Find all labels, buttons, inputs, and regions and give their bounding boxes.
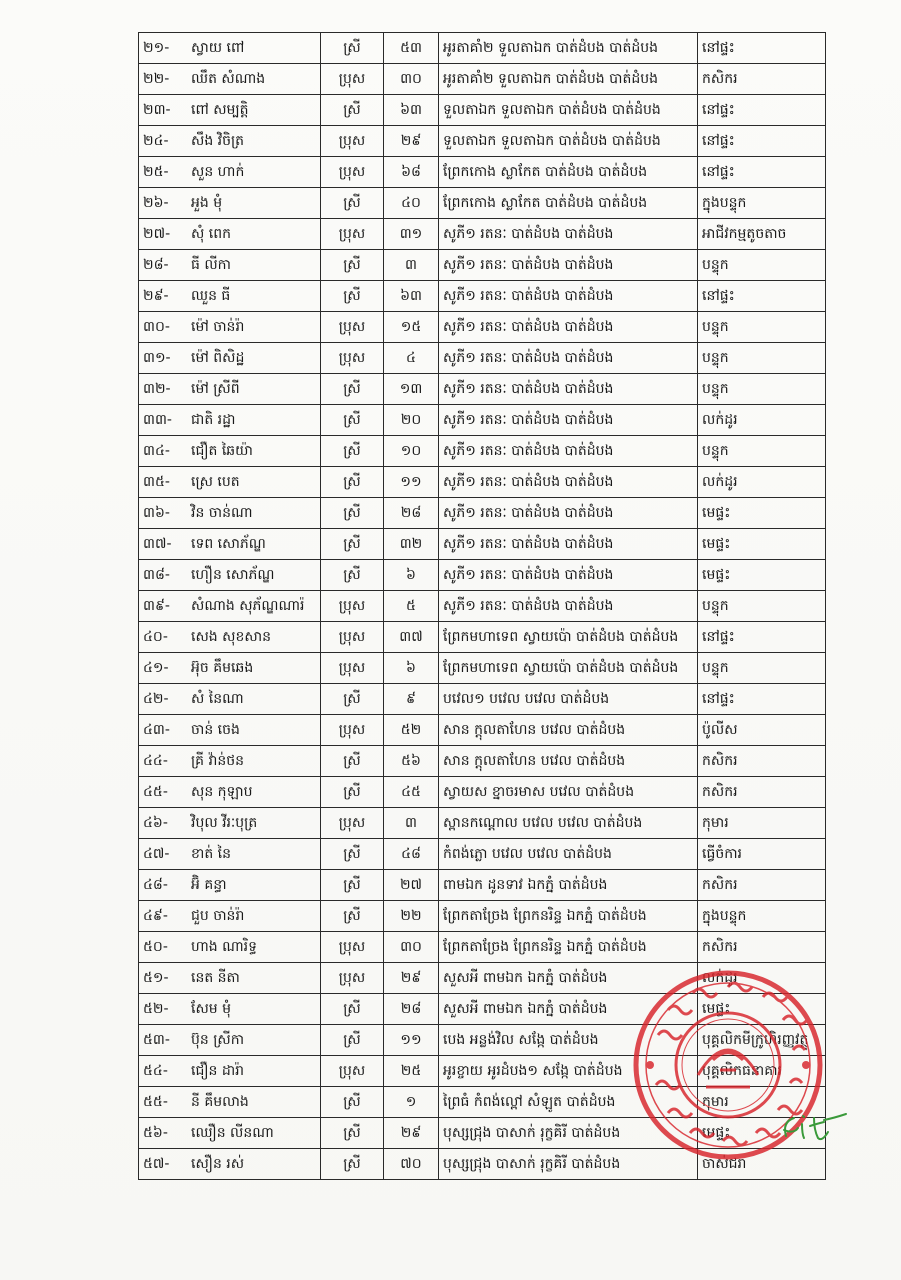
sex-cell: ស្រី xyxy=(321,901,384,932)
person-name: សេង សុខសាន xyxy=(187,622,321,653)
age-cell: ១៥ xyxy=(384,312,439,343)
occupation-cell: កុមារ xyxy=(698,808,826,839)
table-row xyxy=(139,1025,826,1056)
occupation-cell: នៅផ្ទះ xyxy=(698,33,826,64)
table-row xyxy=(139,870,826,901)
row-number: ៥០- xyxy=(139,932,188,963)
person-name: សំ នៃណា xyxy=(187,684,321,715)
person-name: ស្រេ បេត xyxy=(187,467,321,498)
row-number: ៤១- xyxy=(139,653,188,684)
age-cell: ៣ xyxy=(384,808,439,839)
address-cell: សួសអី ពាមឯក ឯកភ្នំ បាត់ដំបង xyxy=(439,994,698,1025)
row-number: ៥៥- xyxy=(139,1087,188,1118)
row-number: ៤២- xyxy=(139,684,188,715)
address-cell: កំពង់ភ្លោ បវេល បវេល បាត់ដំបង xyxy=(439,839,698,870)
age-cell: ១១ xyxy=(384,1025,439,1056)
sex-cell: ប្រុស xyxy=(321,653,384,684)
age-cell: ៥៣ xyxy=(384,33,439,64)
age-cell: ៧០ xyxy=(384,1149,439,1180)
occupation-cell: មេផ្ទះ xyxy=(698,560,826,591)
table-row xyxy=(139,1087,826,1118)
table-row xyxy=(139,932,826,963)
address-cell: បុស្សជ្រុង បាសាក់ រុក្ខគិរី បាត់ដំបង xyxy=(439,1149,698,1180)
row-number: ៥៧- xyxy=(139,1149,188,1180)
occupation-cell: កសិករ xyxy=(698,932,826,963)
age-cell: ៣២ xyxy=(384,529,439,560)
address-cell: សាន ក្ដុលតាហែន បវេល បាត់ដំបង xyxy=(439,746,698,777)
row-number: ២២- xyxy=(139,64,188,95)
occupation-cell: លក់ដូរ xyxy=(698,405,826,436)
occupation-cell: នៅផ្ទះ xyxy=(698,281,826,312)
table-row xyxy=(139,64,826,95)
person-name: ខាត់ នៃ xyxy=(187,839,321,870)
table-row xyxy=(139,839,826,870)
sex-cell: ស្រី xyxy=(321,374,384,405)
address-cell: សូភី១ រតនៈ បាត់ដំបង បាត់ដំបង xyxy=(439,405,698,436)
sex-cell: ស្រី xyxy=(321,560,384,591)
occupation-cell: បន្ទុក xyxy=(698,343,826,374)
occupation-cell: កសិករ xyxy=(698,870,826,901)
age-cell: ៣ xyxy=(384,250,439,281)
sex-cell: ស្រី xyxy=(321,1025,384,1056)
occupation-cell: មេផ្ទះ xyxy=(698,994,826,1025)
age-cell: ៥ xyxy=(384,591,439,622)
address-cell: សូភី១ រតនៈ បាត់ដំបង បាត់ដំបង xyxy=(439,436,698,467)
sex-cell: ស្រី xyxy=(321,436,384,467)
row-number: ៣៨- xyxy=(139,560,188,591)
table-row xyxy=(139,219,826,250)
occupation-cell: លក់ដូរ xyxy=(698,963,826,994)
occupation-cell: បុគ្គលិកធនាគារ xyxy=(698,1056,826,1087)
occupation-cell: ក្នុងបន្ទុក xyxy=(698,901,826,932)
sex-cell: ស្រី xyxy=(321,1118,384,1149)
person-name: ហឿន សោភ័ណ្ឌ xyxy=(187,560,321,591)
age-cell: ២៧ xyxy=(384,870,439,901)
person-name: គ្រី វ៉ាន់ថន xyxy=(187,746,321,777)
occupation-cell: កុមារ xyxy=(698,1087,826,1118)
age-cell: ១០ xyxy=(384,436,439,467)
occupation-cell: នៅផ្ទះ xyxy=(698,622,826,653)
sex-cell: ស្រី xyxy=(321,33,384,64)
sex-cell: ប្រុស xyxy=(321,1056,384,1087)
person-name: សុំ ពេក xyxy=(187,219,321,250)
sex-cell: ស្រី xyxy=(321,529,384,560)
address-cell: សូភី១ រតនៈ បាត់ដំបង បាត់ដំបង xyxy=(439,560,698,591)
occupation-cell: ក្នុងបន្ទុក xyxy=(698,188,826,219)
sex-cell: ប្រុស xyxy=(321,963,384,994)
address-cell: សូភី១ រតនៈ បាត់ដំបង បាត់ដំបង xyxy=(439,498,698,529)
table-row xyxy=(139,343,826,374)
age-cell: ៣៧ xyxy=(384,622,439,653)
table-row xyxy=(139,808,826,839)
occupation-cell: បន្ទុក xyxy=(698,653,826,684)
table-row xyxy=(139,95,826,126)
address-cell: ទួលតាឯក ទួលតាឯក បាត់ដំបង បាត់ដំបង xyxy=(439,95,698,126)
person-name: សុន កុឡាប xyxy=(187,777,321,808)
occupation-cell: នៅផ្ទះ xyxy=(698,126,826,157)
sex-cell: ស្រី xyxy=(321,1149,384,1180)
occupation-cell: នៅផ្ទះ xyxy=(698,684,826,715)
row-number: ៤៩- xyxy=(139,901,188,932)
person-name: នេត នីតា xyxy=(187,963,321,994)
age-cell: ៦៨ xyxy=(384,157,439,188)
address-cell: ព្រែកកោង ស្លាកែត បាត់ដំបង បាត់ដំបង xyxy=(439,188,698,219)
occupation-cell: មេផ្ទះ xyxy=(698,1118,826,1149)
row-number: ២៩- xyxy=(139,281,188,312)
sex-cell: ប្រុស xyxy=(321,715,384,746)
sex-cell: ប្រុស xyxy=(321,932,384,963)
occupation-cell: បន្ទុក xyxy=(698,436,826,467)
sex-cell: ស្រី xyxy=(321,777,384,808)
sex-cell: ស្រី xyxy=(321,684,384,715)
table-row xyxy=(139,250,826,281)
table-row xyxy=(139,1118,826,1149)
occupation-cell: បន្ទុក xyxy=(698,591,826,622)
table-row xyxy=(139,188,826,219)
occupation-cell: ចាស់ជរា xyxy=(698,1149,826,1180)
table-row xyxy=(139,33,826,64)
address-cell: ទួលតាឯក ទួលតាឯក បាត់ដំបង បាត់ដំបង xyxy=(439,126,698,157)
row-number: ៣៣- xyxy=(139,405,188,436)
person-name: ជួប ចាន់រ៉ា xyxy=(187,901,321,932)
age-cell: ៤០ xyxy=(384,188,439,219)
table-row xyxy=(139,591,826,622)
sex-cell: ស្រី xyxy=(321,188,384,219)
person-name: ជឿន ដារ៉ា xyxy=(187,1056,321,1087)
table-row xyxy=(139,281,826,312)
table-row xyxy=(139,994,826,1025)
occupation-cell: នៅផ្ទះ xyxy=(698,157,826,188)
table-row xyxy=(139,529,826,560)
age-cell: ២២ xyxy=(384,901,439,932)
row-number: ៣៧- xyxy=(139,529,188,560)
person-name: សួន ហាក់ xyxy=(187,157,321,188)
row-number: ២១- xyxy=(139,33,188,64)
address-cell: សូភី១ រតនៈ បាត់ដំបង បាត់ដំបង xyxy=(439,250,698,281)
records-table-body xyxy=(139,33,826,1180)
records-table xyxy=(138,32,826,1180)
sex-cell: ប្រុស xyxy=(321,126,384,157)
sex-cell: ស្រី xyxy=(321,498,384,529)
row-number: ៥៤- xyxy=(139,1056,188,1087)
sex-cell: ប្រុស xyxy=(321,312,384,343)
sex-cell: ប្រុស xyxy=(321,591,384,622)
occupation-cell: កសិករ xyxy=(698,746,826,777)
sex-cell: ស្រី xyxy=(321,281,384,312)
row-number: ៣៥- xyxy=(139,467,188,498)
sex-cell: ប្រុស xyxy=(321,157,384,188)
age-cell: ៦ xyxy=(384,560,439,591)
person-name: ពៅ សម្បត្តិ xyxy=(187,95,321,126)
address-cell: ពាមឯក ដូនទាវ ឯកភ្នំ បាត់ដំបង xyxy=(439,870,698,901)
person-name: ម៉ៅ ស្រីពី xyxy=(187,374,321,405)
table-row xyxy=(139,622,826,653)
person-name: សឹង វិចិត្រ xyxy=(187,126,321,157)
age-cell: ២៥ xyxy=(384,1056,439,1087)
age-cell: ២៩ xyxy=(384,1118,439,1149)
row-number: ២៥- xyxy=(139,157,188,188)
row-number: ៣៩- xyxy=(139,591,188,622)
row-number: ៣១- xyxy=(139,343,188,374)
row-number: ៥២- xyxy=(139,994,188,1025)
address-cell: សូភី១ រតនៈ បាត់ដំបង បាត់ដំបង xyxy=(439,312,698,343)
person-name: វិបុល វីរៈបុត្រ xyxy=(187,808,321,839)
sex-cell: ស្រី xyxy=(321,467,384,498)
table-row xyxy=(139,1056,826,1087)
age-cell: ២០ xyxy=(384,405,439,436)
age-cell: ៣១ xyxy=(384,219,439,250)
address-cell: អូរតាគាំ២ ទួលតាឯក បាត់ដំបង បាត់ដំបង xyxy=(439,64,698,95)
person-name: ធី លីកា xyxy=(187,250,321,281)
age-cell: ៤៥ xyxy=(384,777,439,808)
table-row xyxy=(139,777,826,808)
person-name: ឈឿន លីនណា xyxy=(187,1118,321,1149)
table-row xyxy=(139,1149,826,1180)
sex-cell: ស្រី xyxy=(321,1087,384,1118)
age-cell: ៣០ xyxy=(384,932,439,963)
row-number: ៣៦- xyxy=(139,498,188,529)
address-cell: សូភី១ រតនៈ បាត់ដំបង បាត់ដំបង xyxy=(439,343,698,374)
address-cell: ព្រែកតាច្រែង ព្រែកនរិន្ទ ឯកភ្នំ បាត់ដំបង xyxy=(439,932,698,963)
age-cell: ២៨ xyxy=(384,994,439,1025)
occupation-cell: មេផ្ទះ xyxy=(698,529,826,560)
row-number: ៤០- xyxy=(139,622,188,653)
person-name: សំណាង សុភ័ណ្ឌណារ៉ xyxy=(187,591,321,622)
age-cell: ៤៨ xyxy=(384,839,439,870)
occupation-cell: អាជីវកម្មតូចតាច xyxy=(698,219,826,250)
address-cell: សូភី១ រតនៈ បាត់ដំបង បាត់ដំបង xyxy=(439,219,698,250)
occupation-cell: បន្ទុក xyxy=(698,250,826,281)
row-number: ៣៤- xyxy=(139,436,188,467)
table-row xyxy=(139,963,826,994)
age-cell: ៥៦ xyxy=(384,746,439,777)
row-number: ៤៤- xyxy=(139,746,188,777)
table-row xyxy=(139,560,826,591)
row-number: ២៦- xyxy=(139,188,188,219)
sex-cell: ស្រី xyxy=(321,250,384,281)
occupation-cell: កសិករ xyxy=(698,64,826,95)
sex-cell: ប្រុស xyxy=(321,343,384,374)
address-cell: បេង អន្លង់វិល សង្កែ បាត់ដំបង xyxy=(439,1025,698,1056)
table-row xyxy=(139,312,826,343)
occupation-cell: កសិករ xyxy=(698,777,826,808)
row-number: ២៨- xyxy=(139,250,188,281)
age-cell: ៥២ xyxy=(384,715,439,746)
sex-cell: ស្រី xyxy=(321,839,384,870)
address-cell: ព្រែកកោង ស្លាកែត បាត់ដំបង បាត់ដំបង xyxy=(439,157,698,188)
occupation-cell: បុគ្គលិកមីក្រូហិរញ្ញវត្ថុ xyxy=(698,1025,826,1056)
row-number: ២៤- xyxy=(139,126,188,157)
sex-cell: ប្រុស xyxy=(321,64,384,95)
person-name: ជឿត ឆៃយ៉ា xyxy=(187,436,321,467)
sex-cell: ស្រី xyxy=(321,994,384,1025)
row-number: ៤៥- xyxy=(139,777,188,808)
age-cell: ២៩ xyxy=(384,126,439,157)
table-row xyxy=(139,436,826,467)
table-row xyxy=(139,746,826,777)
row-number: ២៣- xyxy=(139,95,188,126)
person-name: សឿន រស់ xyxy=(187,1149,321,1180)
age-cell: ៦៣ xyxy=(384,281,439,312)
table-row xyxy=(139,653,826,684)
age-cell: ៤ xyxy=(384,343,439,374)
table-row xyxy=(139,157,826,188)
row-number: ៣២- xyxy=(139,374,188,405)
row-number: ៤៣- xyxy=(139,715,188,746)
person-name: វិន ចាន់ណា xyxy=(187,498,321,529)
sex-cell: ស្រី xyxy=(321,95,384,126)
row-number: ៥១- xyxy=(139,963,188,994)
address-cell: បុស្សជ្រុង បាសាក់ រុក្ខគិរី បាត់ដំបង xyxy=(439,1118,698,1149)
person-name: អ៊ិ គន្ធា xyxy=(187,870,321,901)
age-cell: ១៣ xyxy=(384,374,439,405)
occupation-cell: បន្ទុក xyxy=(698,312,826,343)
occupation-cell: ប៉ូលីស xyxy=(698,715,826,746)
sex-cell: ប្រុស xyxy=(321,808,384,839)
person-name: ហាង ណារិទ្ធ xyxy=(187,932,321,963)
age-cell: ៦ xyxy=(384,653,439,684)
age-cell: ១១ xyxy=(384,467,439,498)
person-name: សែម មុំ xyxy=(187,994,321,1025)
row-number: ៣០- xyxy=(139,312,188,343)
address-cell: សូភី១ រតនៈ បាត់ដំបង បាត់ដំបង xyxy=(439,591,698,622)
person-name: ម៉ៅ ពិសិដ្ឋ xyxy=(187,343,321,374)
address-cell: សាន ក្ដុលតាហែន បវេល បាត់ដំបង xyxy=(439,715,698,746)
age-cell: ៩ xyxy=(384,684,439,715)
occupation-cell: បន្ទុក xyxy=(698,374,826,405)
sex-cell: ស្រី xyxy=(321,746,384,777)
table-row xyxy=(139,901,826,932)
address-cell: សូភី១ រតនៈ បាត់ដំបង បាត់ដំបង xyxy=(439,374,698,405)
person-name: ជាតិ រដ្ឋា xyxy=(187,405,321,436)
table-row xyxy=(139,374,826,405)
address-cell: សួសអី ពាមឯក ឯកភ្នំ បាត់ដំបង xyxy=(439,963,698,994)
table-row xyxy=(139,715,826,746)
occupation-cell: ធ្វើចំការ xyxy=(698,839,826,870)
row-number: ៤៨- xyxy=(139,870,188,901)
address-cell: សូភី១ រតនៈ បាត់ដំបង បាត់ដំបង xyxy=(439,529,698,560)
address-cell: ព្រែកមហាទេព ស្វាយប៉ោ បាត់ដំបង បាត់ដំបង xyxy=(439,622,698,653)
age-cell: ៣០ xyxy=(384,64,439,95)
person-name: អ៊ុច គឹមឆេង xyxy=(187,653,321,684)
age-cell: ៦៣ xyxy=(384,95,439,126)
address-cell: អូរតាគាំ២ ទួលតាឯក បាត់ដំបង បាត់ដំបង xyxy=(439,33,698,64)
address-cell: ព្រែកមហាទេព ស្វាយប៉ោ បាត់ដំបង បាត់ដំបង xyxy=(439,653,698,684)
person-name: ប៊ុន ស្រីកា xyxy=(187,1025,321,1056)
address-cell: ព្រែកតាច្រែង ព្រែកនរិន្ទ ឯកភ្នំ បាត់ដំបង xyxy=(439,901,698,932)
person-name: ស្វាយ ពៅ xyxy=(187,33,321,64)
address-cell: ស្ពានកណ្ដោល បវេល បវេល បាត់ដំបង xyxy=(439,808,698,839)
table-row xyxy=(139,405,826,436)
row-number: ៥៦- xyxy=(139,1118,188,1149)
row-number: ៤៦- xyxy=(139,808,188,839)
row-number: ២៧- xyxy=(139,219,188,250)
table-row xyxy=(139,126,826,157)
row-number: ៤៧- xyxy=(139,839,188,870)
age-cell: ២៩ xyxy=(384,963,439,994)
address-cell: បវេល១ បវេល បវេល បាត់ដំបង xyxy=(439,684,698,715)
person-name: ចាន់ ចេង xyxy=(187,715,321,746)
sex-cell: ប្រុស xyxy=(321,622,384,653)
table-row xyxy=(139,467,826,498)
sex-cell: ស្រី xyxy=(321,870,384,901)
person-name: អួង មុំ xyxy=(187,188,321,219)
row-number: ៥៣- xyxy=(139,1025,188,1056)
person-name: ម៉ៅ ចាន់រ៉ា xyxy=(187,312,321,343)
person-name: នី គឹមលាង xyxy=(187,1087,321,1118)
age-cell: ១ xyxy=(384,1087,439,1118)
address-cell: ស្វាយស ខ្នាចរមាស បវេល បាត់ដំបង xyxy=(439,777,698,808)
address-cell: ព្រៃធំ កំពង់ល្ពៅ សំឡូត បាត់ដំបង xyxy=(439,1087,698,1118)
address-cell: សូភី១ រតនៈ បាត់ដំបង បាត់ដំបង xyxy=(439,467,698,498)
address-cell: សូភី១ រតនៈ បាត់ដំបង បាត់ដំបង xyxy=(439,281,698,312)
table-row xyxy=(139,684,826,715)
person-name: ទេព សោភ័ណ្ឌ xyxy=(187,529,321,560)
person-name: ឈួន ធី xyxy=(187,281,321,312)
sex-cell: ប្រុស xyxy=(321,219,384,250)
occupation-cell: មេផ្ទះ xyxy=(698,498,826,529)
table-row xyxy=(139,498,826,529)
occupation-cell: លក់ដូរ xyxy=(698,467,826,498)
occupation-cell: នៅផ្ទះ xyxy=(698,95,826,126)
person-name: ឈឹត សំណាង xyxy=(187,64,321,95)
address-cell: អូរខ្ចាយ អូរដំបង១ សង្កែ បាត់ដំបង xyxy=(439,1056,698,1087)
sex-cell: ស្រី xyxy=(321,405,384,436)
age-cell: ២៨ xyxy=(384,498,439,529)
